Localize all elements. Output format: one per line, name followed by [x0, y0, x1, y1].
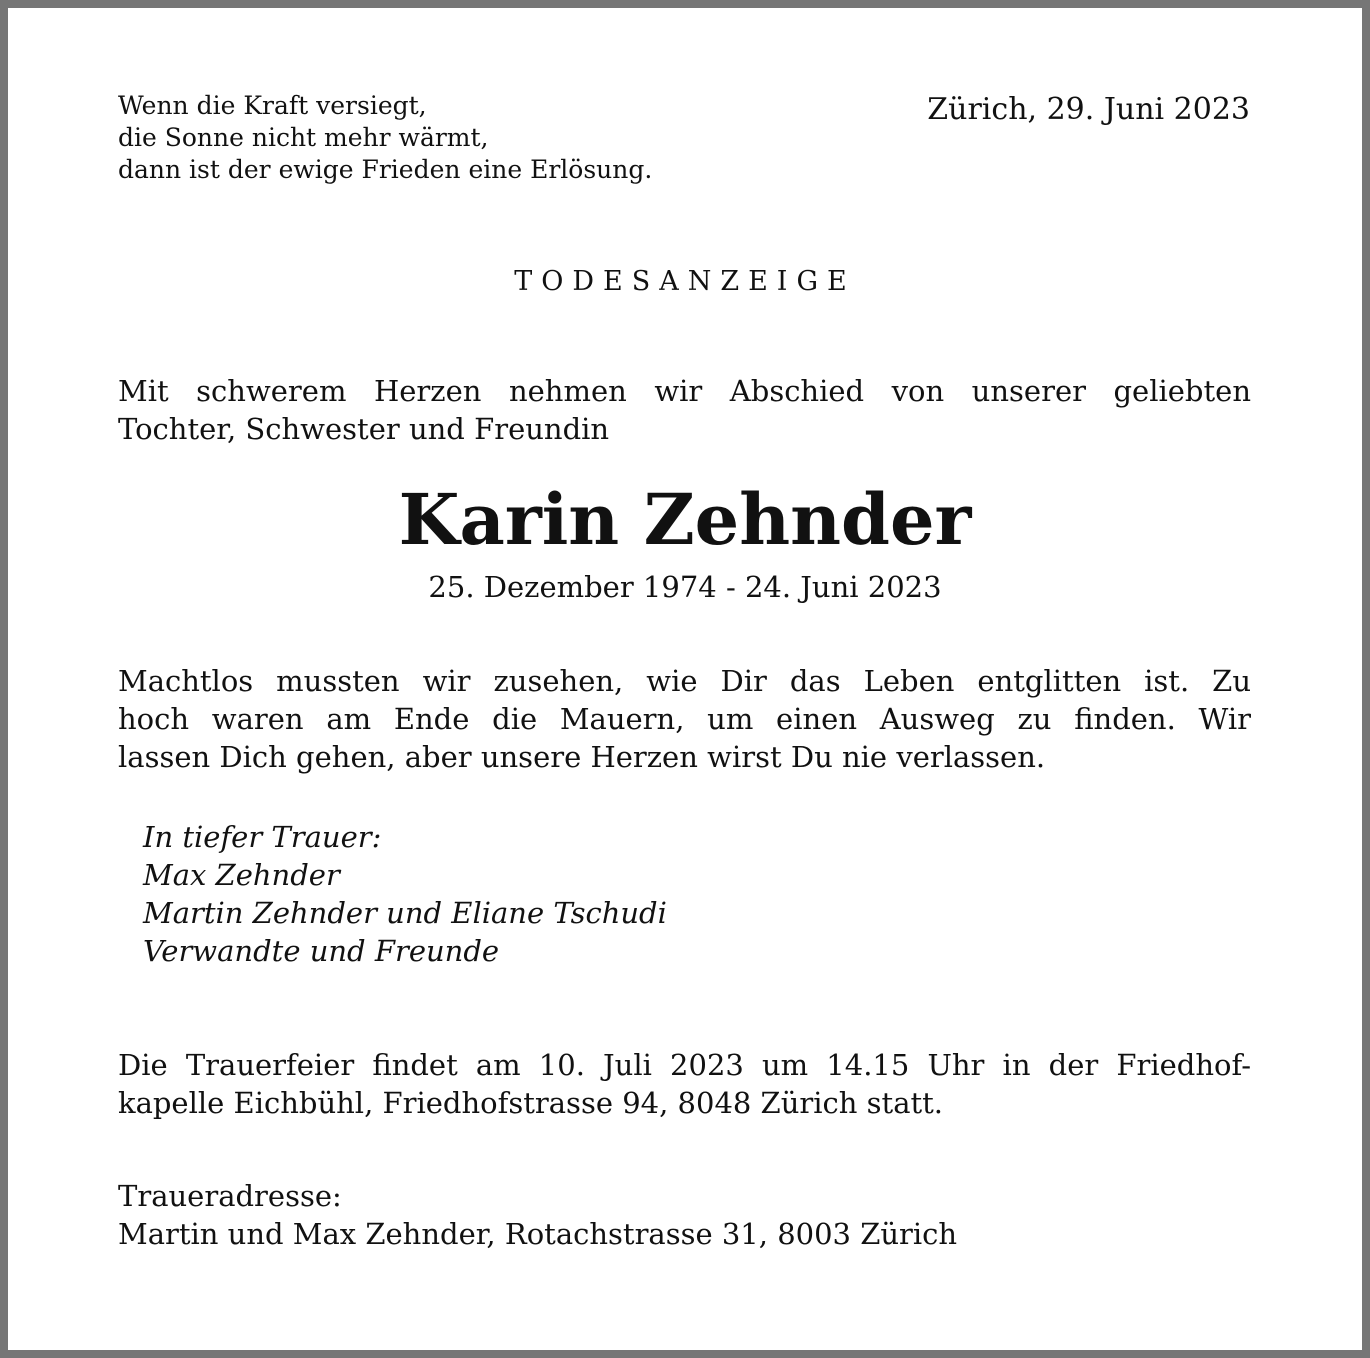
death-notice-page — [8, 8, 1362, 1350]
address-label: Traueradresse: — [118, 1179, 342, 1213]
mourners-heading: In tiefer Trauer: — [143, 820, 382, 854]
mourning-address — [118, 1177, 1251, 1253]
mourner: Verwandte und Freunde — [143, 934, 500, 968]
motto-line: Wenn die Kraft versiegt, — [118, 91, 427, 120]
ceremony-paragraph — [118, 1046, 1251, 1122]
deceased-name: Karin Zehnder — [398, 478, 972, 561]
ceremony-line: Die Trauerfeier findet am 10. Juli 2023 um 14.15 Uhr in der Friedhof- — [118, 1048, 1251, 1082]
intro-line: Mit schwerem Herzen nehmen wir Abschied von unserer geliebten — [118, 374, 1251, 408]
motto-line: die Sonne nicht mehr wärmt, — [118, 123, 489, 152]
message-paragraph — [118, 662, 1251, 776]
motto-verse — [118, 90, 652, 186]
message-line: Machtlos mussten wir zusehen, wie Dir das Leben entglitten ist. Zu — [118, 664, 1251, 698]
mourners-list — [143, 818, 667, 970]
mourner: Max Zehnder — [143, 858, 340, 892]
motto-line: dann ist der ewige Frieden eine Erlösung. — [118, 155, 653, 184]
intro-paragraph — [118, 372, 1251, 448]
place-date: Zürich, 29. Juni 2023 — [927, 92, 1250, 127]
address-value: Martin und Max Zehnder, Rotachstrasse 31, 8003 Zürich — [118, 1217, 958, 1251]
message-line: lassen Dich gehen, aber unsere Herzen wirst Du nie verlassen. — [118, 740, 1046, 774]
mourner: Martin Zehnder und Eliane Tschudi — [143, 896, 667, 930]
ceremony-line: kapelle Eichbühl, Friedhofstrasse 94, 8048 Zürich statt. — [118, 1086, 944, 1120]
notice-heading: TODESANZEIGE — [514, 266, 856, 297]
life-dates: 25. Dezember 1974 - 24. Juni 2023 — [428, 570, 942, 604]
intro-line: Tochter, Schwester und Freundin — [118, 412, 610, 446]
message-line: hoch waren am Ende die Mauern, um einen Ausweg zu finden. Wir — [118, 702, 1251, 736]
